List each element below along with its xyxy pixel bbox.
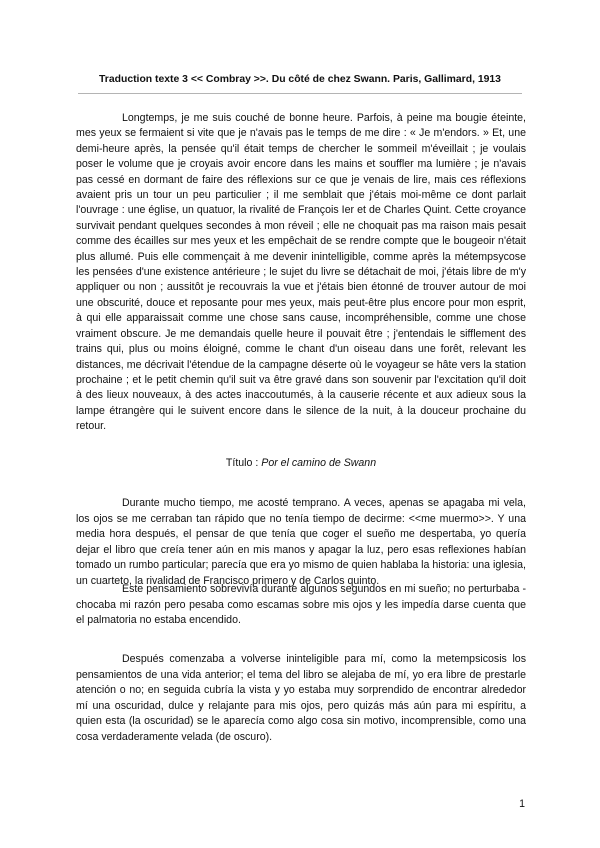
title-text: Por el camino de Swann xyxy=(261,457,377,469)
french-paragraph: Longtemps, je me suis couché de bonne heure. Parfois, à peine ma bougie éteinte, mes yeux se fermaient si vite que je n'avais pas le temps de me dire : « Je m'endors. » Et, une demi-heure après, la pensée qu'il était temps de chercher le sommeil m'éveillait ; je voulais poser le volume que je croyais avoir encore dans les mains et souffler ma lumière ; je n'avais pas cessé en dormant de faire des réflexions sur ce que je venais de lire, mais ces réflexions avaient pris un tour un peu particulier ; il me semblait que j'étais moi-même ce dont parlait l'ouvrage : une église, un quatuor, la rivalité de François Ier et de Charles Quint. Cette croyance survivait pendant quelques secondes à mon réveil ; elle ne choquait pas ma raison mais pesait comme des écailles sur mes yeux et les empêchait de se rendre compte que le bougeoir n'était plus allumé. Puis elle commençait à me devenir inintelligible, comme après la métempsycose les pensées d'une existence antérieure ; le sujet du livre se détachait de moi, j'étais libre de m'y appliquer ou non ; aussitôt je recouvrais la vue et j'étais bien étonné de trouver autour de moi une obscurité, douce et reposante pour mes yeux, mais peut-être plus encore pour mon esprit, à qui elle apparaissait comme une chose sans cause, incompréhensible, comme une chose vraiment obscure. Je me demandais quelle heure il pouvait être ; j'entendais le sifflement des trains qui, plus ou moins éloigné, comme le chant d'un oiseau dans une forêt, relevant les distances, me décrivait l'étendue de la campagne déserte où le voyageur se hâte vers la station prochaine ; et le petit chemin qu'il suit va être gravé dans son souvenir par l'excitation qu'il doit à des lieux nouveaux, à des actes inaccoutumés, à la causerie récente et aux adieux sous la lampe étrangère qui le suivent encore dans le silence de la nuit, à la douceur prochaine du retour. xyxy=(76,112,526,433)
page-number: 1 xyxy=(519,798,525,810)
spanish-paragraph-2: Este pensamiento sobrevivía durante algunos segundos en mi sueño; no perturbaba - chocaba mi razón pero pesaba como escamas sobre mis ojos y les impedía darse cuenta que el palmatoria no estaba encendido. xyxy=(76,583,526,627)
heading-divider xyxy=(78,93,522,94)
title-label: Título : xyxy=(225,457,259,469)
spanish-paragraph-1: Durante mucho tiempo, me acosté temprano. A veces, apenas se apagaba mi vela, los ojos se me cerraban tan rápido que no tenía tiempo de decirme: <<me muermo>>. Y una media hora después, el pensar de que tenía que coger el sueño me despertaba, yo quería dejar el libro que creía tener aún en mis manos y apagar la luz, pero esas reflexiones habían tomado un rumbo particular; parecía que era yo mismo de quien hablaba la historia: una iglesia, un cuarteto, la rivalidad de Francisco primero y de Carlos quinto. xyxy=(76,497,526,587)
spanish-title-line xyxy=(76,456,526,470)
document-heading: Traduction texte 3 << Combray >>. Du côté de chez Swann. Paris, Gallimard, 1913 xyxy=(99,74,501,85)
spanish-paragraph-3: Después comenzaba a volverse ininteligible para mí, como la metempsicosis los pensamientos de una vida anterior; el tema del libro se alejaba de mí, yo era libre de prestarle atención o no; en seguida cubría la vista y yo estaba muy sorprendido de encontrar alrededor mí una oscuridad, dulce y relajante para mis ojos, pero quizás más aún para mi espíritu, a quien esta (la oscuridad) se le aparecía como algo cosa sin motivo, incomprensible, como una cosa verdaderamente velada (de oscuro). xyxy=(76,653,526,743)
